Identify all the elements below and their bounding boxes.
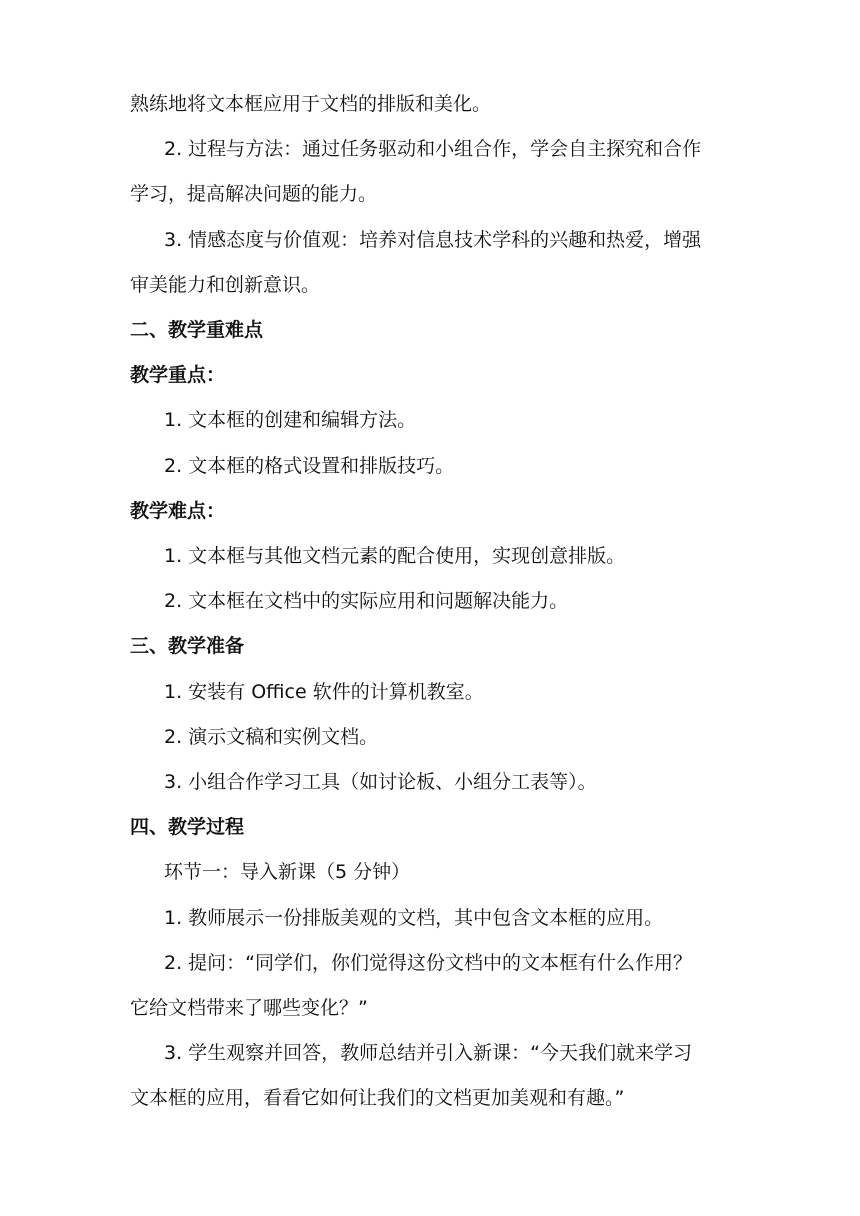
list-item: 1. 教师展示一份排版美观的文档，其中包含文本框的应用。 [164, 907, 664, 929]
list-item: 1. 文本框的创建和编辑方法。 [164, 409, 417, 431]
objective-item-2: 2. 过程与方法：通过任务驱动和小组合作，学会自主探究和合作 [164, 138, 702, 160]
paragraph-line: 文本框的应用，看看它如何让我们的文档更加美观和有趣。” [130, 1087, 625, 1109]
list-item: 2. 文本框的格式设置和排版技巧。 [164, 455, 455, 477]
list-item: 2. 演示文稿和实例文档。 [164, 726, 379, 748]
section-heading-4: 四、教学过程 [130, 816, 245, 838]
section-heading-3: 三、教学准备 [130, 635, 245, 657]
section-heading-2: 二、教学重难点 [130, 319, 264, 341]
objective-item-3: 3. 情感态度与价值观：培养对信息技术学科的兴趣和热爱，增强 [164, 229, 702, 251]
paragraph-line: 审美能力和创新意识。 [130, 274, 321, 296]
paragraph-line: 熟练地将文本框应用于文档的排版和美化。 [130, 93, 492, 115]
list-item: 1. 文本框与其他文档元素的配合使用，实现创意排版。 [164, 545, 626, 567]
step-heading: 环节一：导入新课（5 分钟） [164, 861, 411, 883]
list-item: 3. 学生观察并回答，教师总结并引入新课：“今天我们就来学习 [164, 1042, 693, 1064]
list-item: 1. 安装有 Office 软件的计算机教室。 [164, 681, 484, 703]
paragraph-line: 学习，提高解决问题的能力。 [130, 183, 378, 205]
paragraph-line: 它给文档带来了哪些变化？” [130, 997, 368, 1019]
subheading-difficulties: 教学难点： [130, 500, 226, 522]
list-item: 2. 文本框在文档中的实际应用和问题解决能力。 [164, 590, 569, 612]
subheading-key-points: 教学重点： [130, 364, 226, 386]
list-item: 2. 提问：“同学们，你们觉得这份文档中的文本框有什么作用？ [164, 952, 693, 974]
list-item: 3. 小组合作学习工具（如讨论板、小组分工表等）。 [164, 771, 597, 793]
